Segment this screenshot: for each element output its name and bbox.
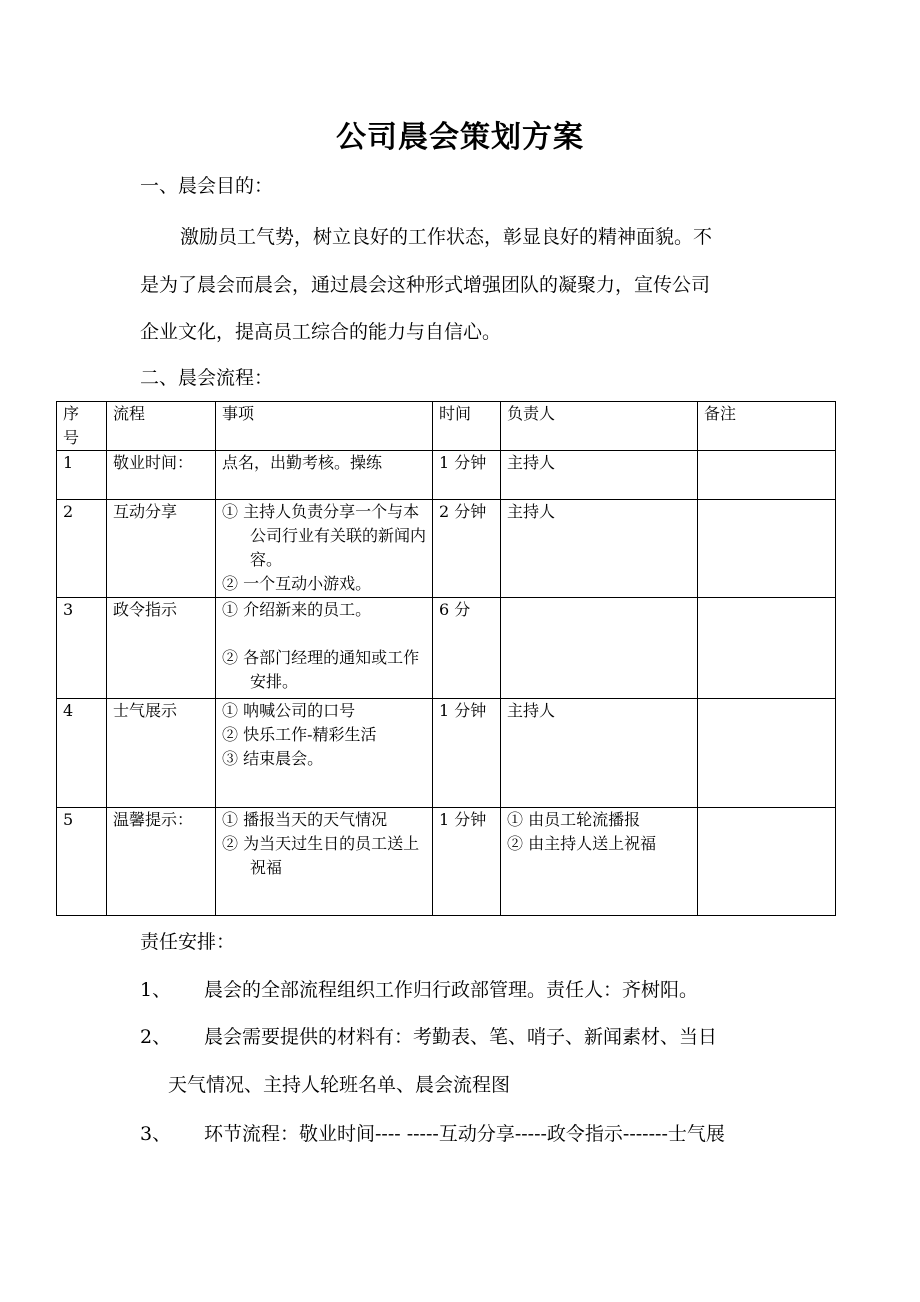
row-remark	[698, 598, 836, 699]
item-text: ② 各部门经理的通知或工作安排。	[222, 648, 420, 691]
duty-number: 3、	[140, 1123, 172, 1145]
table-row	[57, 808, 836, 916]
table-row	[57, 500, 836, 598]
header-seq: 序号	[57, 402, 107, 451]
duty-text: 晨会的全部流程组织工作归行政部管理。责任人：齐树阳。	[204, 979, 699, 1001]
item-text: ① 主持人负责分享一个与本公司行业有关联的新闻内容。	[222, 502, 427, 569]
row-remark	[698, 500, 836, 598]
row-items	[216, 808, 433, 916]
row-time: 6 分	[433, 598, 501, 699]
header-items: 事项	[216, 402, 433, 451]
owner-text: ① 由员工轮流播报	[507, 810, 641, 829]
table-header-row	[57, 402, 836, 451]
row-time: 1 分钟	[433, 808, 501, 916]
row-remark	[698, 699, 836, 808]
item-text: ① 播报当天的天气情况	[222, 810, 388, 829]
row-time: 2 分钟	[433, 500, 501, 598]
duty-number: 2、	[140, 1026, 172, 1048]
row-items	[216, 598, 433, 699]
owner-text: ② 由主持人送上祝福	[507, 834, 657, 853]
item-text: ② 一个互动小游戏。	[222, 574, 372, 593]
duty-text: 环节流程：敬业时间---- -----互动分享-----政令指示-------士气展	[204, 1123, 725, 1145]
item-text: 点名，出勤考核。操练	[222, 453, 383, 472]
duty-text: 晨会需要提供的材料有：考勤表、笔、哨子、新闻素材、当日	[204, 1026, 718, 1048]
row-owner	[501, 699, 698, 808]
purpose-heading: 一、晨会目的：	[140, 175, 274, 197]
owner-text: 主持人	[507, 453, 556, 472]
row-flow: 互动分享	[107, 500, 216, 598]
item-text: ② 快乐工作-精彩生活	[222, 725, 377, 744]
item-text: ① 介绍新来的员工。	[222, 600, 372, 619]
process-heading: 二、晨会流程：	[140, 367, 274, 389]
duties-heading: 责任安排：	[140, 931, 236, 953]
row-owner	[501, 808, 698, 916]
row-owner	[501, 500, 698, 598]
table-row	[57, 598, 836, 699]
duty-number: 1、	[140, 979, 172, 1001]
row-time: 1 分钟	[433, 699, 501, 808]
row-seq: 2	[57, 500, 107, 598]
purpose-line: 激励员工气势，树立良好的工作状态，彰显良好的精神面貌。不	[180, 226, 713, 248]
row-flow: 士气展示	[107, 699, 216, 808]
row-seq: 5	[57, 808, 107, 916]
duty-item	[140, 976, 698, 1004]
row-remark	[698, 451, 836, 500]
row-seq: 4	[57, 699, 107, 808]
owner-text: 主持人	[507, 502, 556, 521]
item-text: ② 为当天过生日的员工送上祝福	[222, 834, 420, 877]
header-flow: 流程	[107, 402, 216, 451]
duty-item	[140, 1120, 725, 1148]
header-remark: 备注	[698, 402, 836, 451]
duty-continuation: 天气情况、主持人轮班名单、晨会流程图	[168, 1074, 511, 1096]
header-owner: 负责人	[501, 402, 698, 451]
row-flow: 温馨提示：	[107, 808, 216, 916]
item-text: ① 呐喊公司的口号	[222, 701, 356, 720]
row-items	[216, 451, 433, 500]
header-time: 时间	[433, 402, 501, 451]
row-flow: 政令指示	[107, 598, 216, 699]
purpose-line: 企业文化，提高员工综合的能力与自信心。	[140, 321, 502, 343]
row-time: 1 分钟	[433, 451, 501, 500]
process-table	[56, 401, 836, 916]
purpose-line: 是为了晨会而晨会，通过晨会这种形式增强团队的凝聚力，宣传公司	[140, 273, 711, 296]
purpose-paragraph	[140, 214, 795, 357]
owner-text: 主持人	[507, 701, 556, 720]
table-row	[57, 451, 836, 500]
row-items	[216, 500, 433, 598]
row-flow: 敬业时间：	[107, 451, 216, 500]
row-owner	[501, 451, 698, 500]
row-seq: 1	[57, 451, 107, 500]
page-title: 公司晨会策划方案	[336, 120, 584, 155]
item-spacer	[222, 622, 426, 646]
row-remark	[698, 808, 836, 916]
table-row	[57, 699, 836, 808]
row-seq: 3	[57, 598, 107, 699]
row-items	[216, 699, 433, 808]
duty-item	[140, 1023, 717, 1051]
row-owner	[501, 598, 698, 699]
item-text: ③ 结束晨会。	[222, 749, 324, 768]
